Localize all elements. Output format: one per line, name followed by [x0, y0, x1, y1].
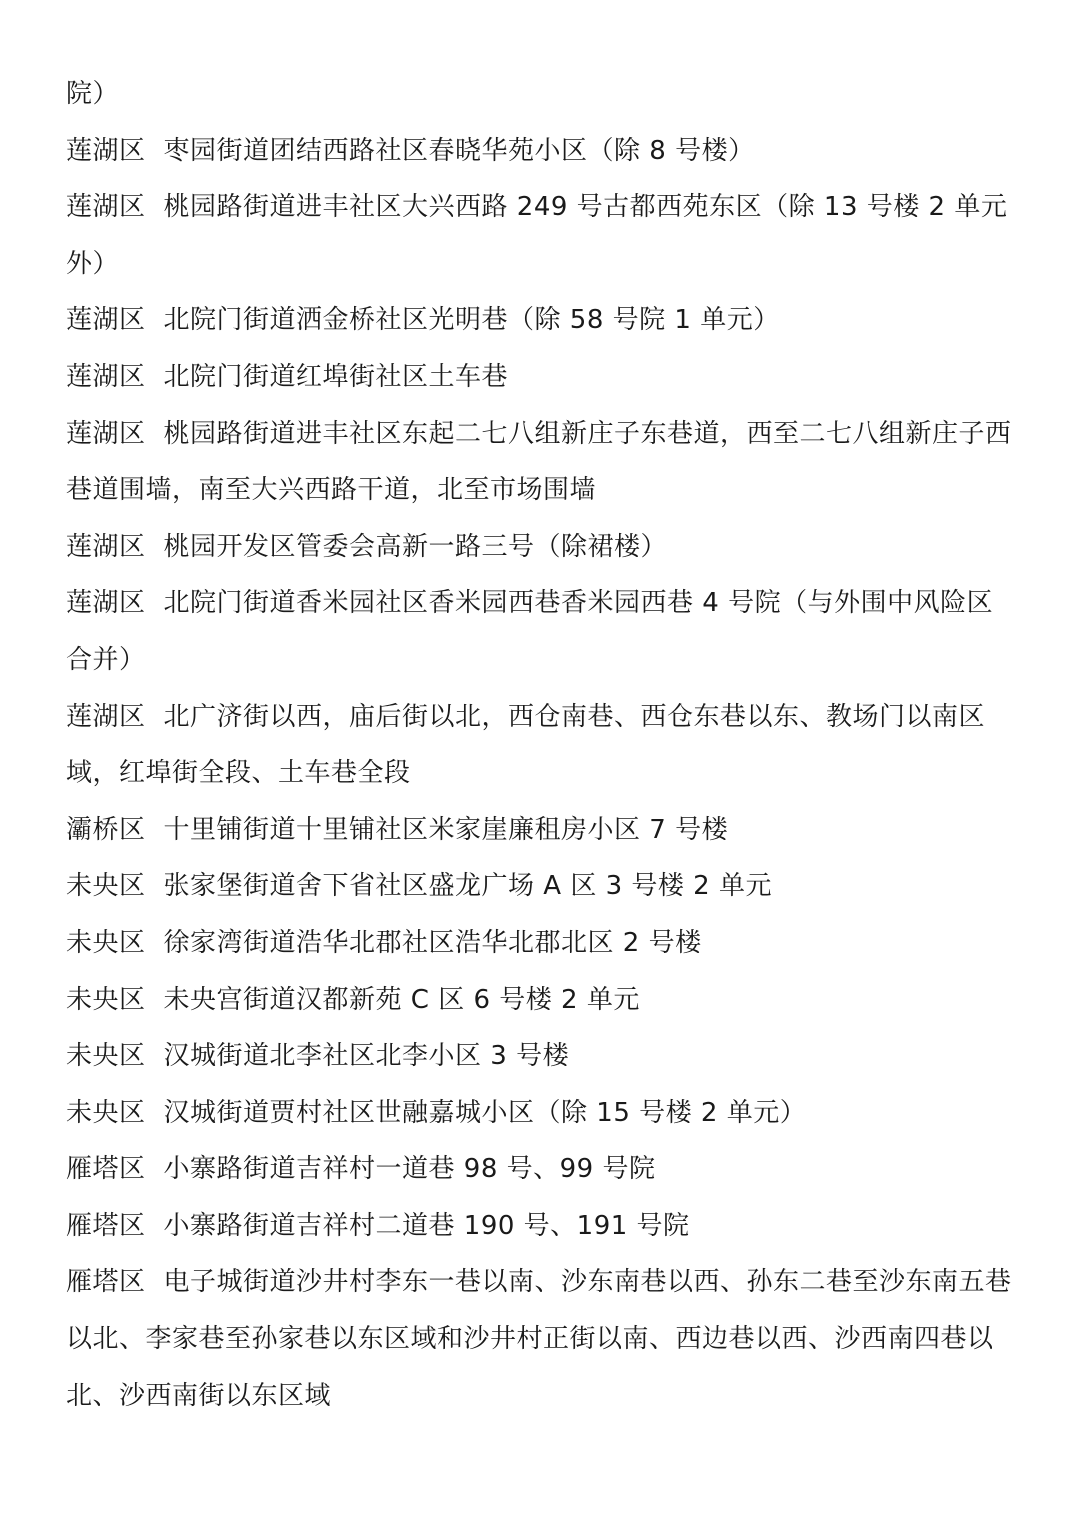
district-name: 未央区 [66, 927, 146, 958]
list-item [66, 123, 1018, 180]
area-description: 汉城街道贾村社区世融嘉城小区（除 15 号楼 2 单元） [163, 1097, 807, 1128]
list-item [66, 349, 1018, 406]
area-description: 小寨路街道吉祥村一道巷 98 号、99 号院 [163, 1154, 656, 1185]
district-name: 未央区 [66, 1041, 146, 1072]
list-item [66, 915, 1018, 972]
list-item [66, 1141, 1018, 1198]
area-description: 院） [66, 79, 120, 109]
area-description: 未央宫街道汉都新苑 C 区 6 号楼 2 单元 [163, 984, 640, 1015]
area-description: 北院门街道洒金桥社区光明巷（除 58 号院 1 单元） [163, 305, 780, 336]
district-name: 莲湖区 [66, 305, 146, 336]
area-description: 汉城街道北李社区北李小区 3 号楼 [163, 1041, 570, 1072]
area-description: 桃园路街道进丰社区东起二七八组新庄子东巷道，西至二七八组新庄子西巷道围墙，南至大兴西路干道，北至市场围墙 [66, 418, 1012, 506]
list-item [66, 802, 1018, 859]
list-item [66, 1198, 1018, 1255]
list-item [66, 519, 1018, 576]
district-name: 灞桥区 [66, 814, 146, 845]
district-name: 莲湖区 [66, 418, 146, 449]
list-item [66, 1028, 1018, 1085]
district-name: 莲湖区 [66, 531, 146, 562]
area-description: 桃园开发区管委会高新一路三号（除裙楼） [163, 531, 668, 562]
list-item [66, 292, 1018, 349]
area-description: 北广济街以西，庙后街以北，西仓南巷、西仓东巷以东、教场门以南区域，红埠街全段、土车巷全段 [66, 701, 986, 789]
area-description: 枣园街道团结西路社区春晓华苑小区（除 8 号楼） [163, 135, 755, 166]
list-item [66, 858, 1018, 915]
area-description: 十里铺街道十里铺社区米家崖廉租房小区 7 号楼 [163, 814, 729, 845]
district-name: 未央区 [66, 984, 146, 1015]
list-item [66, 179, 1018, 292]
list-item [66, 689, 1018, 802]
area-description: 桃园路街道进丰社区大兴西路 249 号古都西苑东区（除 13 号楼 2 单元外） [66, 192, 1008, 279]
area-description: 张家堡街道舍下省社区盛龙广场 A 区 3 号楼 2 单元 [163, 871, 772, 902]
list-item [66, 406, 1018, 519]
list-item [66, 575, 1018, 688]
district-name: 莲湖区 [66, 192, 146, 223]
district-name: 未央区 [66, 871, 146, 902]
area-description: 北院门街道香米园社区香米园西巷香米园西巷 4 号院（与外围中风险区合并） [66, 588, 994, 675]
district-name: 雁塔区 [66, 1154, 146, 1185]
list-item [66, 972, 1018, 1029]
district-name: 莲湖区 [66, 588, 146, 619]
district-name: 莲湖区 [66, 701, 146, 732]
list-item [66, 1085, 1018, 1142]
area-description: 电子城街道沙井村李东一巷以南、沙东南巷以西、孙东二巷至沙东南五巷以北、李家巷至孙家巷以东区域和沙井村正街以南、西边巷以西、沙西南四巷以北、沙西南街以东区域 [66, 1267, 1012, 1411]
district-name: 雁塔区 [66, 1267, 146, 1298]
district-name: 雁塔区 [66, 1210, 146, 1241]
list-item [66, 1254, 1018, 1424]
area-description: 北院门街道红埠街社区土车巷 [163, 361, 509, 392]
area-description: 小寨路街道吉祥村二道巷 190 号、191 号院 [163, 1210, 690, 1241]
district-name: 莲湖区 [66, 361, 146, 392]
district-name: 未央区 [66, 1097, 146, 1128]
list-item [66, 66, 1018, 123]
district-name: 莲湖区 [66, 135, 146, 166]
area-description: 徐家湾街道浩华北郡社区浩华北郡北区 2 号楼 [163, 927, 702, 958]
document-body [66, 66, 1018, 1424]
